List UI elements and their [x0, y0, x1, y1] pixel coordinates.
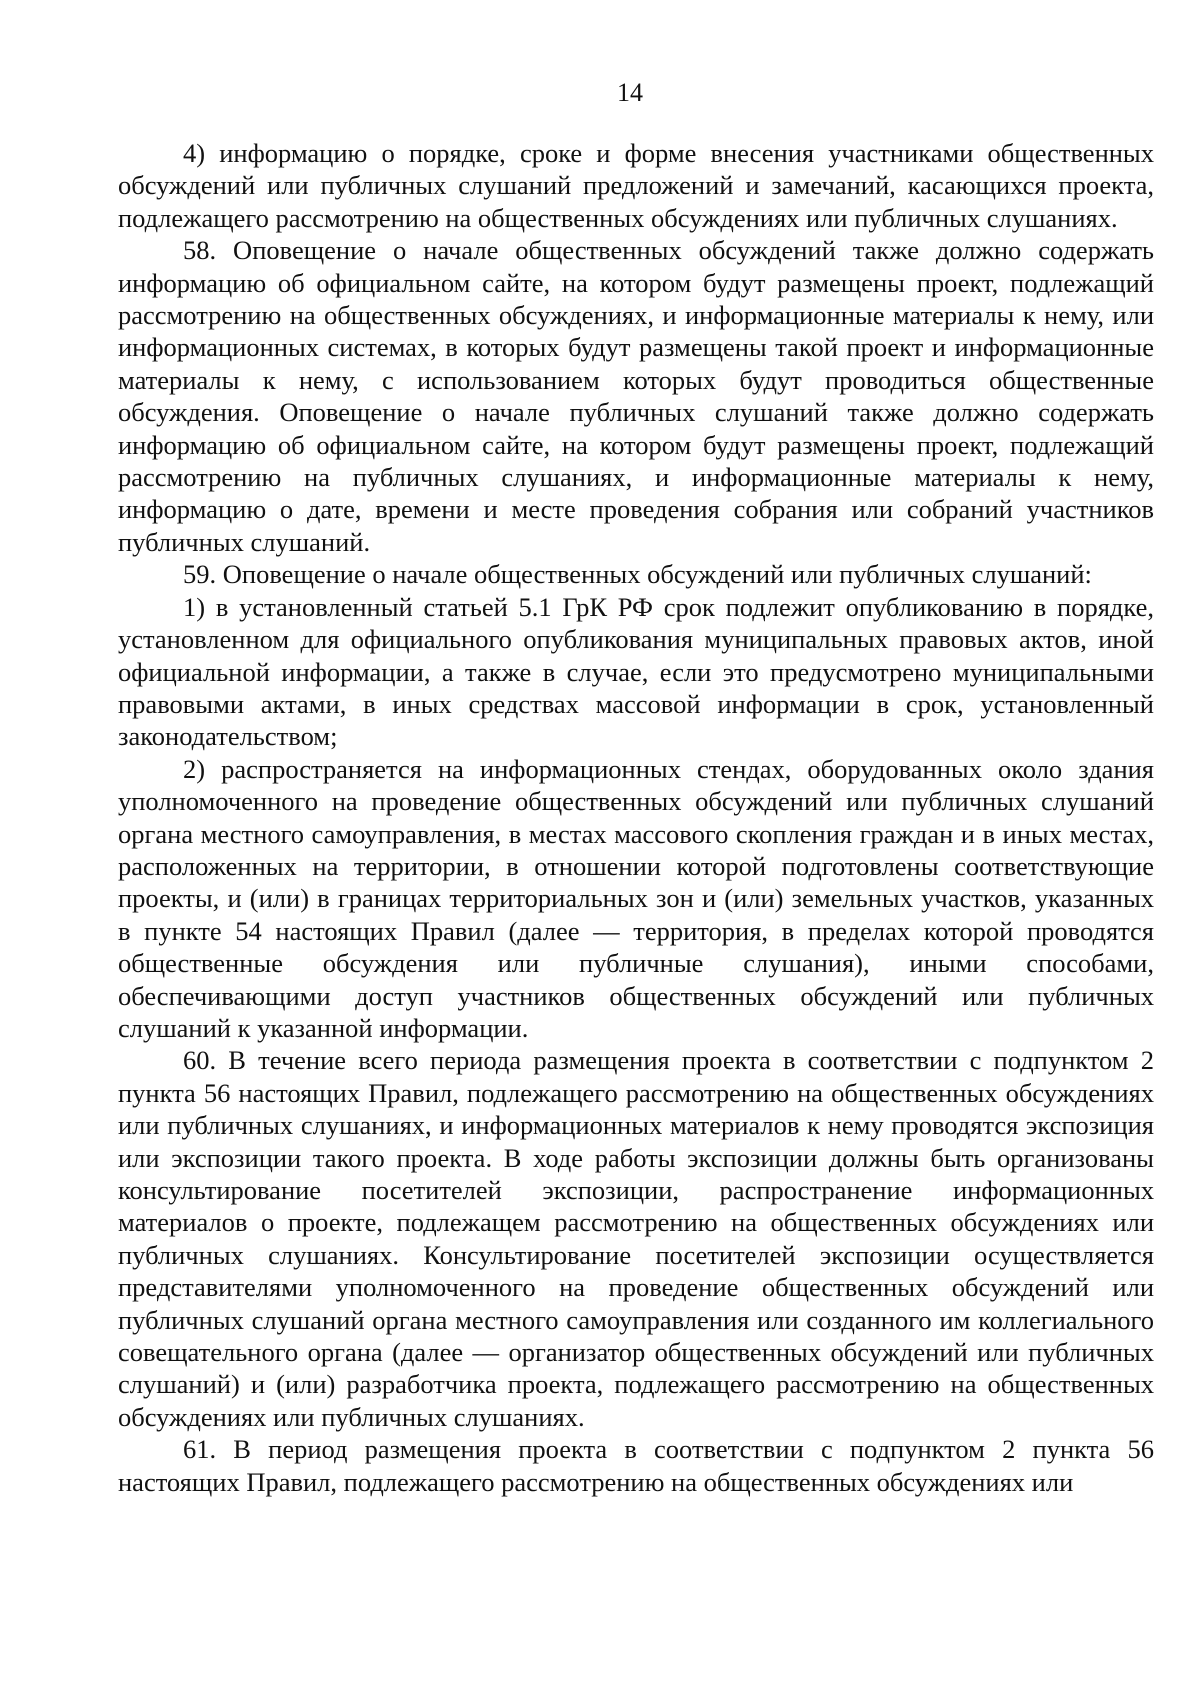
paragraph-59-item-2: 2) распространяется на информационных стендах, оборудованных около здания уполномоченного на проведение общественных обсуждений или публичных слушаний органа местного самоуправления, в местах массового скопления граждан и в иных местах, расположенных на территории, в отношении которой подготовлены соответствующие проекты, и (или) в границах территориальных зон и (или) земельных участков, указанных в пункте 54 настоящих Правил (далее — территория, в пределах которой проводятся общественные обсуждения или публичные слушания), иными способами, обеспечивающими доступ участников общественных обсуждений или публичных слушаний к указанной информации.: [118, 753, 1154, 1043]
paragraph-61: 61. В период размещения проекта в соответствии с подпунктом 2 пункта 56 настоящих Правил, подлежащего рассмотрению на общественных обсуждениях или: [118, 1434, 1154, 1497]
paragraph-60: 60. В течение всего периода размещения проекта в соответствии с подпунктом 2 пункта 56 настоящих Правил, подлежащего рассмотрению на общественных обсуждениях или публичных слушаниях, и информационных материалов к нему проводятся экспозиция или экспозиции такого проекта. В ходе работы экспозиции должны быть организованы консультирование посетителей экспозиции, распространение информационных материалов о проекте, подлежащем рассмотрению на общественных обсуждениях или публичных слушаниях. Консультирование посетителей экспозиции осуществляется представителями уполномоченного на проведение общественных обсуждений или публичных слушаний органа местного самоуправления или созданного им коллегиального совещательного органа (далее — организатор общественных обсуждений или публичных слушаний) и (или) разработчика проекта, подлежащего рассмотрению на общественных обсуждениях или публичных слушаниях.: [118, 1045, 1154, 1432]
paragraph-58: 58. Оповещение о начале общественных обсуждений также должно содержать информацию об официальном сайте, на котором будут размещены проект, подлежащий рассмотрению на общественных обсуждениях, и информационные материалы к нему, или информационных системах, в которых будут размещены такой проект и информационные материалы к нему, с использованием которых будут проводиться общественные обсуждения. Оповещение о начале публичных слушаний также должно содержать информацию об официальном сайте, на котором будут размещены проект, подлежащий рассмотрению на публичных слушаниях, и информационные материалы к нему, информацию о дате, времени и месте проведения собрания или собраний участников публичных слушаний.: [118, 235, 1154, 557]
page-number: 14: [617, 78, 643, 107]
document-body: [118, 137, 1154, 1498]
paragraph-item-4: 4) информацию о порядке, сроке и форме внесения участниками общественных обсуждений или публичных слушаний предложений и замечаний, касающихся проекта, подлежащего рассмотрению на общественных обсуждениях или публичных слушаниях.: [118, 138, 1154, 233]
paragraph-59-item-1: 1) в установленный статьей 5.1 ГрК РФ срок подлежит опубликованию в порядке, установленном для официального опубликования муниципальных правовых актов, иной официальной информации, а также в случае, если это предусмотрено муниципальными правовыми актами, в иных средствах массовой информации в срок, установленный законодательством;: [118, 591, 1154, 752]
paragraph-59: 59. Оповещение о начале общественных обсуждений или публичных слушаний:: [183, 559, 1092, 590]
